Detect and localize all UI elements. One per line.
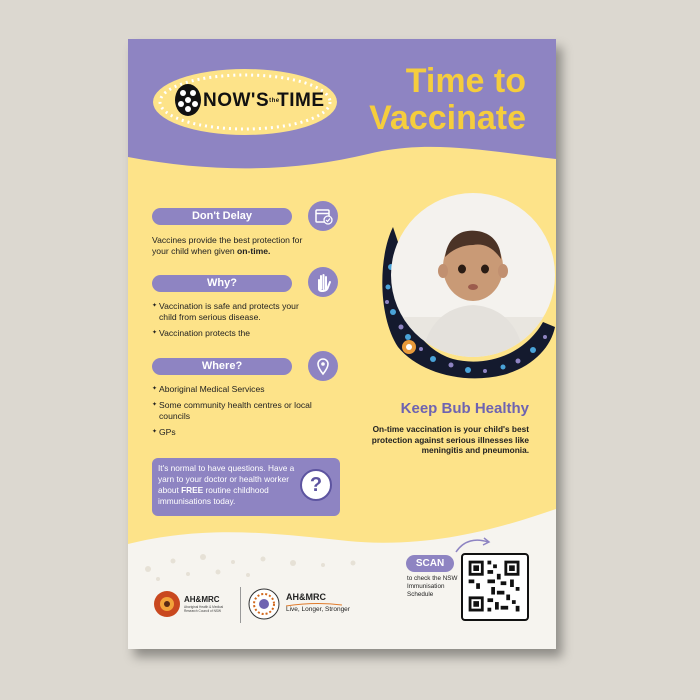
ahmrc-name-2: AH&MRC [286, 592, 326, 602]
scan-instructions: to check the NSW Immunisation Schedule [407, 575, 458, 598]
location-pin-icon [308, 351, 338, 381]
why-heading: Why? [152, 275, 292, 292]
raised-hand-icon [308, 267, 338, 297]
list-item: ✦ GPs [152, 427, 312, 438]
ahmrc-circle-logo [248, 588, 280, 620]
why-bullet-list [152, 301, 312, 344]
keep-bub-healthy-text: On-time vaccination is your child's best protection against serious illnesses like meningitis and pneumonia. [371, 424, 529, 455]
list-item: ✦ Some community health centres or local councils [152, 400, 312, 422]
where-heading: Where? [152, 358, 292, 375]
dont-delay-text: Vaccines provide the best protection for your child when given on-time. [152, 235, 303, 256]
baby-photo [373, 187, 556, 381]
list-item: ✦ Aboriginal Medical Services [152, 384, 312, 395]
question-icon: ? [300, 469, 332, 501]
keep-bub-healthy-title: Keep Bub Healthy [400, 400, 529, 417]
question-box-text: It's normal to have questions. Have a yarn to your doctor or health worker about FREE routine childhood immunisations today. [158, 463, 295, 506]
title-line-1: Time to [405, 62, 526, 100]
ahmrc-name: AH&MRC [184, 595, 220, 604]
qr-code[interactable] [461, 553, 529, 621]
divider [240, 587, 241, 623]
page-title [369, 63, 526, 137]
list-item: ✦ Vaccination protects the [152, 328, 312, 339]
list-item: ✦ Vaccination is safe and protects your child from serious disease. [152, 301, 312, 323]
where-bullet-list [152, 384, 312, 443]
ahmrc-tagline: Live, Longer, Stronger [286, 606, 350, 613]
scan-label: SCAN [406, 555, 454, 572]
title-line-2: Vaccinate [369, 99, 526, 137]
logo-text: NOW'StheTIME [203, 90, 325, 111]
dont-delay-heading: Don't Delay [152, 208, 292, 225]
calendar-check-icon [308, 201, 338, 231]
poster [128, 39, 556, 649]
question-box [152, 458, 340, 516]
ahmrc-logo [152, 588, 242, 620]
ahmrc-subtitle: Aboriginal Health & Medical Research Council of NSW [184, 605, 224, 613]
